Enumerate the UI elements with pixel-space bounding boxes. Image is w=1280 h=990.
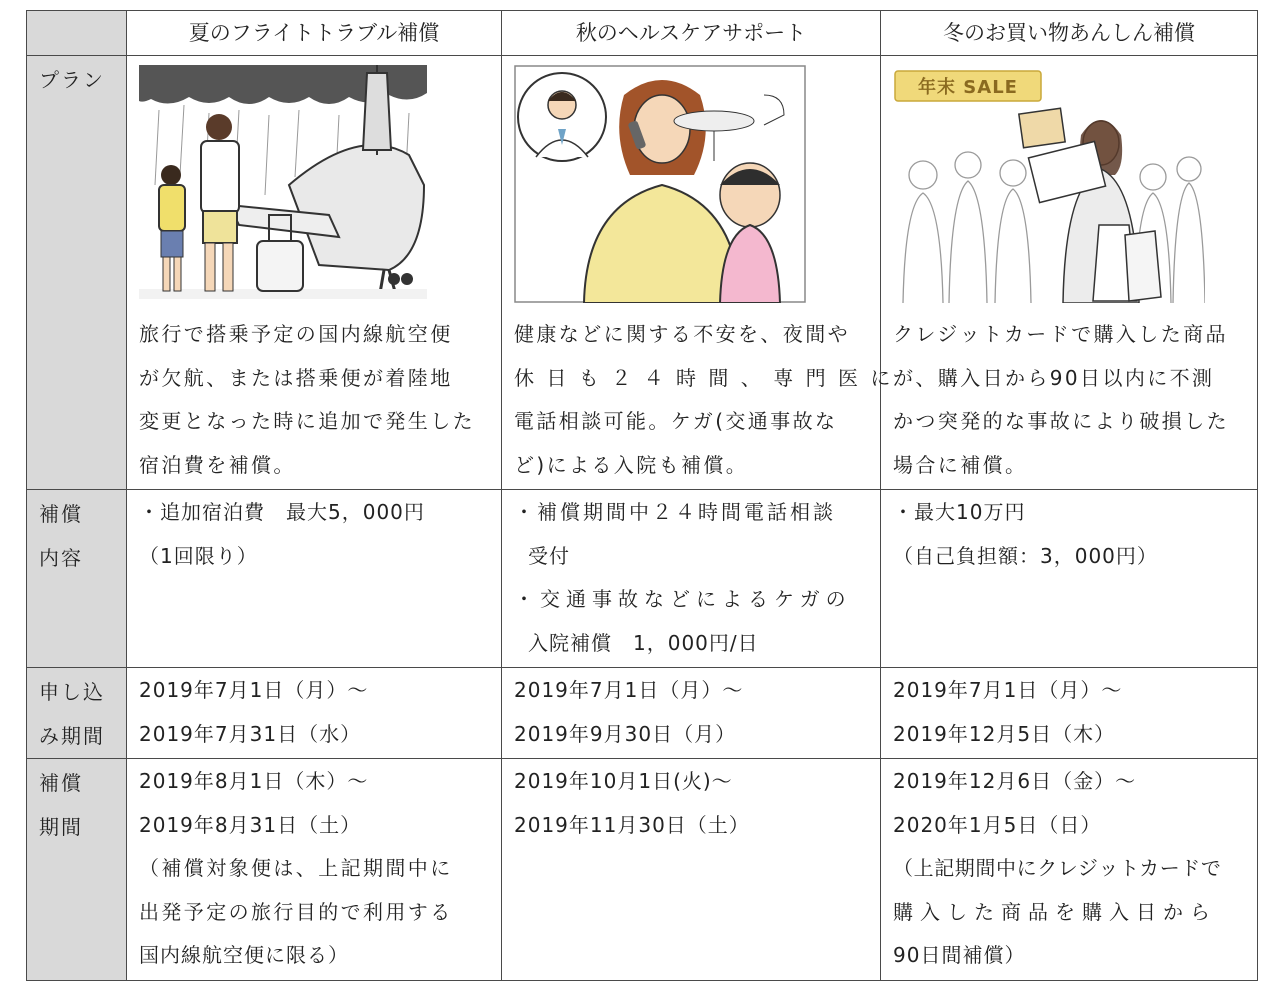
coverage-line: （自己負担額：3，000円） [893,543,1158,568]
desc-line: 健康などに関する不安を、夜間や [514,322,850,346]
header-summer: 夏のフライトトラブル補償 [127,11,502,56]
period-line: 2019年11月30日（土） [514,812,750,837]
desc-line: 変更となった時に追加で発生した [139,409,475,433]
desc-line: かつ突発的な事故により破損した [893,409,1229,433]
desc-line: クレジットカードで購入した商品 [893,322,1228,346]
header-winter: 冬のお買い物あんしん補償 [881,11,1258,56]
period-line: 国内線航空便に限る） [139,943,349,967]
desc-line: 場合に補償。 [893,452,1028,477]
plan-cell-summer [127,56,502,490]
plan-comparison-table [26,10,1258,981]
desc-line: が欠航、または搭乗便が着陸地 [139,365,453,390]
row-label-coverage-period: 補償 期間 [27,759,127,981]
header-autumn: 秋のヘルスケアサポート [502,11,881,56]
row-label-plan: プラン [27,56,127,490]
apply-line: 2019年7月31日（水） [139,721,362,746]
apply-line: 2019年7月1日（月）～ [514,678,744,702]
apply-cell-summer [127,668,502,759]
period-line: 2019年12月6日（金）～ [893,769,1137,793]
row-label-coverage: 補償 内容 [27,490,127,668]
coverage-line: ・最大10万円 [893,500,1026,524]
apply-line: 2019年12月5日（木） [893,721,1116,746]
apply-line: 2019年7月1日（月）～ [893,678,1123,702]
period-line: 2019年10月1日(火)～ [514,769,733,793]
desc-line: 電話相談可能。ケガ(交通事故な [514,409,838,433]
rainy-airport-illustration [139,65,493,303]
period-line: 出発予定の旅行目的で利用する [139,899,453,924]
apply-line: 2019年7月1日（月）～ [139,678,369,702]
mother-phone-illustration [514,65,872,303]
coverage-line: 入院補償 1，000円/日 [528,630,759,655]
desc-line: が、購入日から90日以内に不測 [893,365,1215,390]
period-line: （上記期間中にクレジットカードで [893,856,1222,880]
desc-line: 宿泊費を補償。 [139,452,296,477]
period-line: 2020年1月5日（日） [893,812,1102,837]
period-cell-winter [881,759,1258,981]
apply-cell-winter [881,668,1258,759]
plan-cell-winter [881,56,1258,490]
coverage-row [27,490,1258,668]
sale-shopper-illustration [893,65,1249,303]
period-line: 2019年8月31日（土） [139,812,362,837]
coverage-period-row [27,759,1258,981]
coverage-line: ・補償期間中２４時間電話相談 [514,500,836,524]
desc-line: ど)による入院も補償。 [514,452,749,477]
plan-row [27,56,1258,490]
application-period-row [27,668,1258,759]
desc-line: 休日も２４時間、専門医に [514,365,903,390]
coverage-line: 受付 [528,543,570,568]
period-cell-autumn [502,759,881,981]
apply-cell-autumn [502,668,881,759]
coverage-line: ・交通事故などによるケガの [514,587,852,611]
header-row [27,11,1258,56]
apply-line: 2019年9月30日（月） [514,721,737,746]
period-line: （補償対象便は、上記期間中に [139,856,453,880]
coverage-cell-summer [127,490,502,668]
desc-line: 旅行で搭乗予定の国内線航空便 [139,322,453,346]
coverage-cell-autumn [502,490,881,668]
coverage-line: ・追加宿泊費 最大5，000円 [139,500,425,524]
period-line: 購入した商品を購入日から [893,899,1217,924]
period-line: 2019年8月1日（木）～ [139,769,369,793]
plan-cell-autumn [502,56,903,490]
period-cell-summer [127,759,502,981]
coverage-line: （1回限り） [139,543,258,568]
sale-sign-text: 年末 SALE [918,77,1018,98]
coverage-cell-winter [881,490,1258,668]
corner-cell [27,11,127,56]
row-label-application-period: 申し込 み期間 [27,668,127,759]
period-line: 90日間補償） [893,943,1026,967]
